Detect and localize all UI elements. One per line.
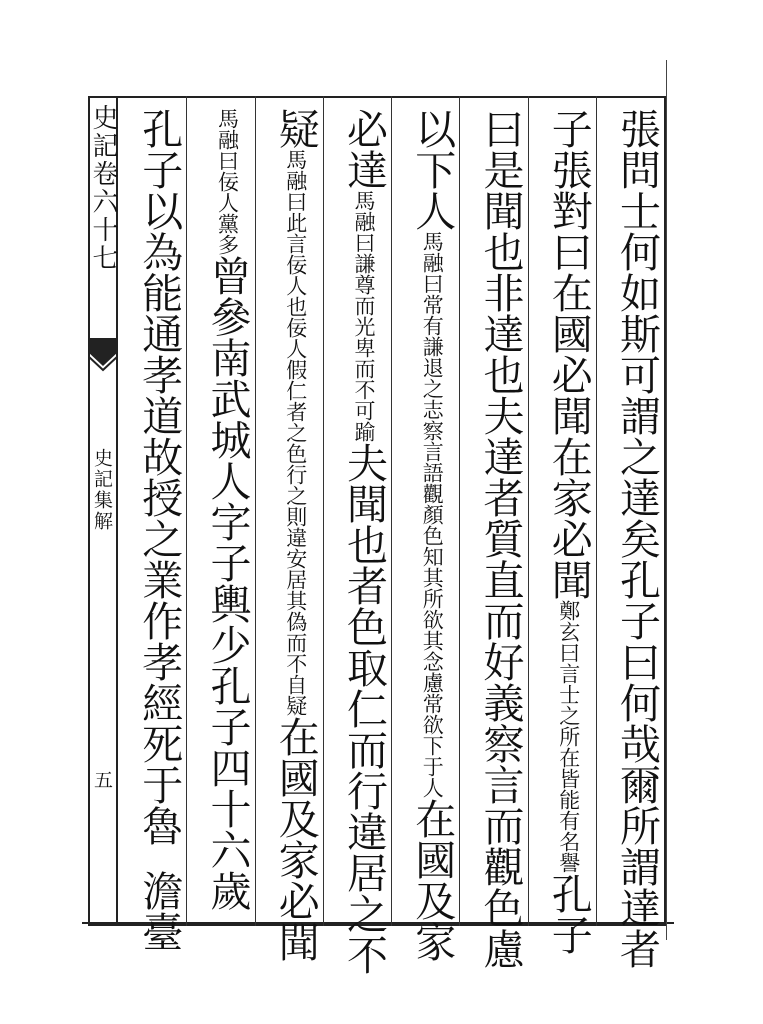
text-column: [395, 108, 455, 962]
book-name: 史記集解: [91, 448, 113, 532]
fish-tail-icon: [88, 336, 118, 376]
commentary-line: 馬融曰常有謙退之志察言語觀顏: [420, 231, 445, 525]
main-text: 在國及家必聞: [271, 716, 320, 962]
column-rule: [391, 96, 392, 926]
main-text: 張問士何如斯可謂之達矣孔子曰何哉爾所謂達者: [613, 108, 661, 969]
text-column: [463, 108, 523, 969]
text-column: [532, 108, 592, 955]
main-text: 以下人: [408, 108, 457, 231]
main-text: 疑: [271, 108, 320, 149]
main-text: 曾參南武城人字子輿少孔子四十六歲: [203, 255, 252, 911]
main-text: 子張對曰在國必聞在家必聞: [544, 108, 593, 600]
commentary-line: 馬融曰此言佞人也佞人假仁者之: [283, 149, 308, 443]
text-column: [259, 108, 319, 962]
commentary-line: 鄭玄曰言士之所: [556, 600, 581, 747]
column-rule: [596, 96, 597, 926]
commentary-line: 色行之則違安居其偽而不自疑: [283, 443, 308, 716]
main-text: 必達: [340, 108, 388, 190]
commentary-line: 光卑而不可踰: [352, 316, 376, 442]
folio-number: 五: [91, 770, 113, 789]
commentary-note: [420, 231, 444, 798]
commentary-line: 馬融曰謙尊而: [352, 190, 376, 316]
column-rule: [186, 96, 187, 926]
text-column: [600, 108, 660, 969]
commentary-line: 色知其所欲其念慮常欲下于人: [420, 525, 445, 798]
commentary-line: 在皆能有名譽: [556, 747, 581, 873]
column-rule: [459, 96, 460, 926]
commentary-note: [557, 600, 581, 873]
main-text: 澹臺: [135, 870, 184, 952]
commentary-note: [284, 149, 308, 716]
text-column: [122, 108, 182, 952]
main-text: 孔子: [544, 873, 593, 955]
main-text: 曰是聞也非達也夫達者質直而好義察言而觀色慮: [476, 108, 525, 969]
main-text: 在國及家: [408, 798, 457, 962]
main-text: 夫聞也者色取仁而行違居之不: [340, 442, 388, 975]
commentary-note: [352, 190, 376, 442]
commentary-line: 人黨多: [215, 192, 240, 255]
text-column: [190, 108, 250, 911]
right-margin-rule: [666, 60, 668, 940]
main-text: 孔子以為能通孝道故授之業作孝經死于魯: [135, 108, 184, 846]
commentary-note: [216, 108, 240, 255]
column-rule: [323, 96, 324, 926]
column-rule: [528, 96, 529, 926]
spine-title: 史記卷六十七: [88, 104, 118, 272]
commentary-line: 馬融曰佞: [215, 108, 240, 192]
column-rule: [255, 96, 256, 926]
text-column: [327, 108, 387, 975]
